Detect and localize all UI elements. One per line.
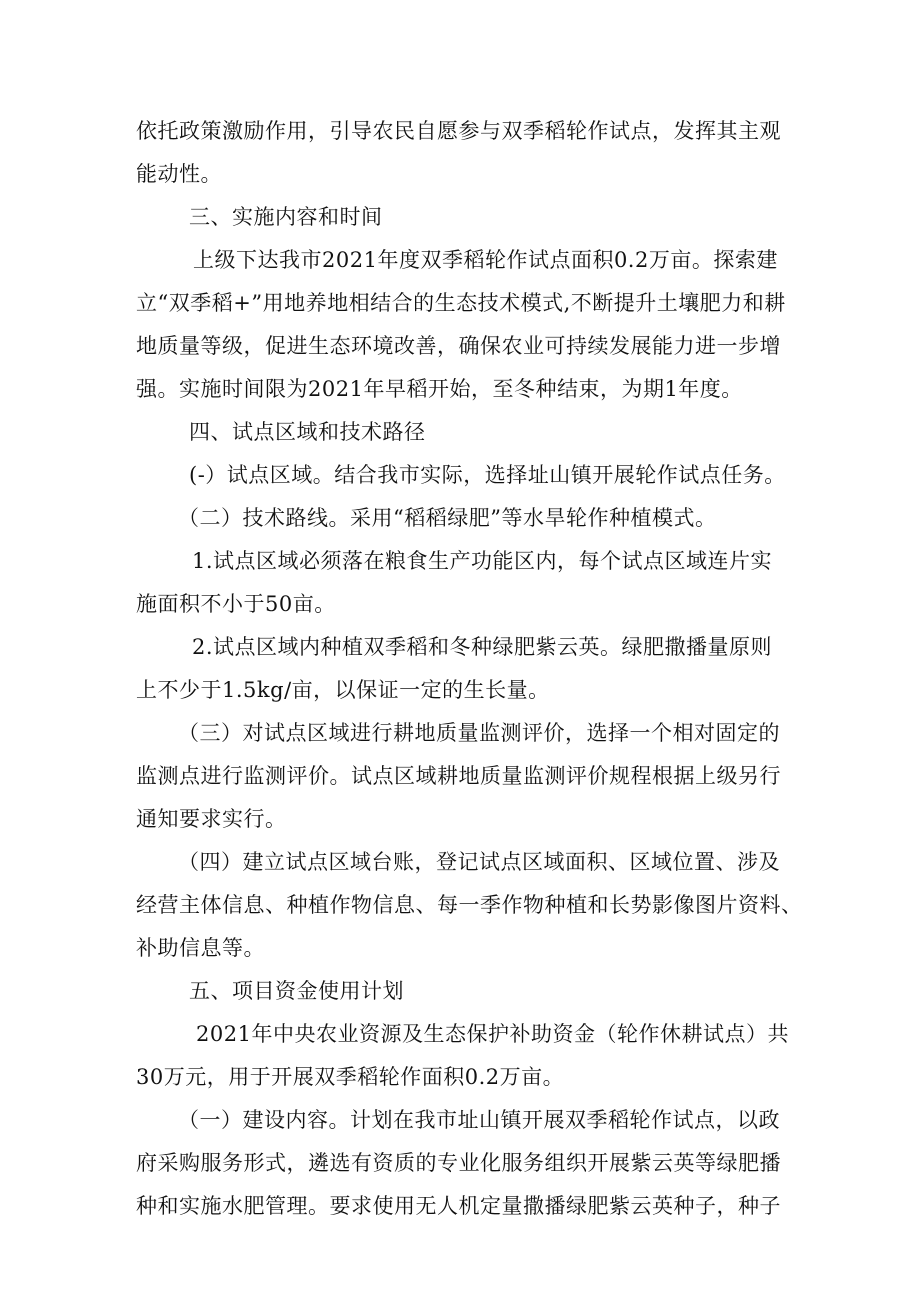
text-line: 监测点进行监测评价。试点区域耕地质量监测评价规程根据上级另行	[136, 764, 781, 788]
text-line: （二）技术路线。采用“稻稻绿肥”等水旱轮作种植模式。	[178, 506, 717, 530]
section-heading: 四、试点区域和技术路径	[189, 420, 426, 444]
section-heading: 三、实施内容和时间	[189, 205, 383, 229]
text-line: 立“双季稻+”用地养地相结合的生态技术模式,不断提升土壤肥力和耕	[136, 291, 786, 315]
text-line: 地质量等级，促进生态环境改善，确保农业可持续发展能力进一步增	[136, 334, 781, 358]
text-line: 补助信息等。	[136, 936, 265, 960]
text-line: 上不少于1.5kg∕亩，以保证一定的生长量。	[136, 678, 550, 702]
text-line: 能动性。	[136, 162, 222, 186]
text-line: 经营主体信息、种植作物信息、每一季作物种植和长势影像图片资料、	[136, 893, 803, 917]
text-line: 施面积不小于50亩。	[136, 592, 336, 616]
text-line: （一）建设内容。计划在我市址山镇开展双季稻轮作试点，以政	[178, 1108, 780, 1132]
text-line: 1.试点区域必须落在粮食生产功能区内，每个试点区域连片实	[192, 549, 773, 573]
text-line: 2021年中央农业资源及生态保护补助资金（轮作休耕试点）共	[196, 1022, 789, 1046]
text-line: 府采购服务形式，遴选有资质的专业化服务组织开展紫云英等绿肥播	[136, 1151, 781, 1175]
text-line: （三）对试点区域进行耕地质量监测评价，选择一个相对固定的	[178, 721, 780, 745]
text-line: 强。实施时间限为2021年早稻开始，至冬种结束，为期1年度。	[136, 377, 743, 401]
text-line: 2.试点区域内种植双季稻和冬种绿肥紫云英。绿肥撒播量原则	[192, 635, 773, 659]
text-line: 依托政策激励作用，引导农民自愿参与双季稻轮作试点，发挥其主观	[136, 119, 781, 143]
text-line: 30万元，用于开展双季稻轮作面积0.2万亩。	[136, 1065, 565, 1089]
text-line: (-）试点区域。结合我市实际，选择址山镇开展轮作试点任务。	[189, 463, 786, 487]
text-line: 种和实施水肥管理。要求使用无人机定量撒播绿肥紫云英种子，种子	[136, 1194, 781, 1218]
text-line: （四）建立试点区域台账，登记试点区域面积、区域位置、涉及	[178, 850, 780, 874]
text-line: 通知要求实行。	[136, 807, 287, 831]
section-heading: 五、项目资金使用计划	[189, 979, 404, 1003]
text-line: 上级下达我市2021年度双季稻轮作试点面积0.2万亩。探索建	[193, 248, 778, 272]
